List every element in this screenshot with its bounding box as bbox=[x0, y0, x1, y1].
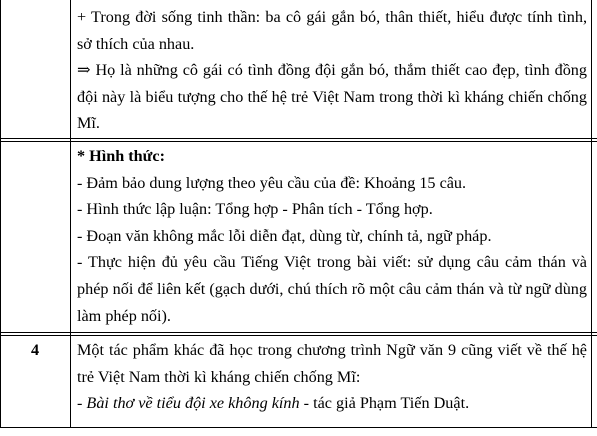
table-column-divider bbox=[70, 0, 71, 428]
table-left-border bbox=[0, 0, 1, 428]
content-cell-form bbox=[77, 143, 587, 329]
row-divider-bottom bbox=[0, 332, 597, 336]
form-item: - Đảm bảo dung lượng theo yêu cầu của đề: Khoảng 15 câu. bbox=[77, 173, 467, 192]
content-cell-continuation bbox=[77, 4, 587, 137]
row-number: 4 bbox=[30, 341, 40, 359]
form-item: - Thực hiện đủ yêu cầu Tiếng Việt trong bài viết: sử dụng câu cảm thán và phép nối để liên kết (gạch dưới, chú thích rõ một câu cảm thán và từ ngữ dùng làm phép nối). bbox=[77, 253, 587, 325]
form-item: - Đoạn văn không mắc lỗi diễn đạt, dùng từ, chính tả, ngữ pháp. bbox=[77, 226, 492, 245]
table-bottom-edge bbox=[0, 427, 597, 428]
row4-answer bbox=[77, 390, 587, 417]
poem-author: - tác giả Phạm Tiến Duật. bbox=[299, 394, 470, 413]
row4-question: Một tác phẩm khác đã học trong chương trình Ngữ văn 9 cũng viết về thế hệ trẻ Việt Nam thời kì kháng chiến chống Mĩ: bbox=[77, 341, 587, 386]
form-heading: * Hình thức: bbox=[77, 147, 165, 165]
form-item: - Hình thức lập luận: Tổng hợp - Phân tích - Tổng hợp. bbox=[77, 200, 433, 219]
paragraph-conclusion: ⇒ Họ là những cô gái có tình đồng đội gắn bó, thắm thiết cao đẹp, tình đồng đội này là biểu tượng cho thế hệ trẻ Việt Nam trong thời kì kháng chiến chống Mĩ. bbox=[77, 61, 587, 133]
row-divider-top bbox=[0, 138, 597, 142]
content-cell-row4 bbox=[77, 337, 587, 417]
paragraph-spiritual-life: + Trong đời sống tinh thần: ba cô gái gắn bó, thân thiết, hiểu được tính tình, sở thích của nhau. bbox=[77, 8, 587, 53]
poem-title: - Bài thơ về tiểu đội xe không kính bbox=[77, 394, 300, 413]
table-right-border bbox=[591, 0, 592, 428]
